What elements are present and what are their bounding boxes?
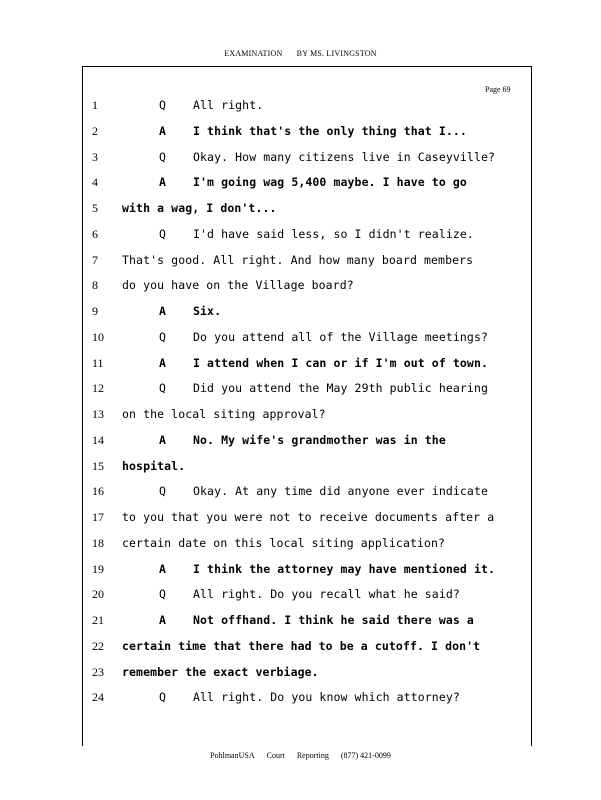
line-text: Did you attend the May 29th public hearing — [193, 381, 488, 396]
transcript-line — [0, 278, 601, 304]
line-number: 15 — [92, 458, 104, 473]
page-footer — [0, 751, 601, 760]
transcript-line — [0, 613, 601, 639]
question-label: Q — [159, 381, 166, 396]
line-text: do you have on the Village board? — [122, 278, 354, 293]
line-text: No. My wife's grandmother was in the — [193, 432, 446, 447]
transcript-line — [0, 175, 601, 201]
transcript-line — [0, 304, 601, 330]
footer-court: Court — [266, 751, 285, 760]
page-number: Page 69 — [485, 85, 511, 94]
transcript-line — [0, 227, 601, 253]
footer-company: PohlmanUSA — [210, 751, 255, 760]
line-number: 19 — [92, 561, 104, 576]
transcript-line — [0, 433, 601, 459]
transcript-line — [0, 330, 601, 356]
line-number: 21 — [92, 613, 104, 627]
footer-phone: (877) 421-0099 — [340, 751, 391, 760]
header-examiner: BY MS. LIVINGSTON — [296, 49, 377, 58]
line-number: 1 — [92, 98, 98, 112]
line-number: 9 — [92, 304, 98, 318]
transcript-line — [0, 665, 601, 691]
line-text: on the local siting approval? — [122, 407, 326, 421]
transcript-line — [0, 459, 601, 485]
line-number: 16 — [92, 484, 104, 499]
line-number: 17 — [92, 510, 104, 524]
line-number: 7 — [92, 252, 98, 267]
question-label: Q — [159, 149, 166, 164]
line-number: 8 — [92, 278, 98, 293]
question-label: Q — [159, 587, 166, 602]
line-number: 10 — [92, 329, 104, 344]
answer-label: A — [159, 613, 166, 627]
question-label: Q — [159, 226, 166, 241]
line-text: I'm going wag 5,400 maybe. I have to go — [193, 175, 467, 190]
question-label: Q — [159, 98, 166, 112]
line-number: 13 — [92, 407, 104, 421]
line-text: I think that's the only thing that I... — [193, 123, 467, 138]
transcript-line — [0, 150, 601, 176]
line-text: That's good. All right. And how many board members — [122, 252, 474, 267]
line-text: certain date on this local siting application? — [122, 535, 446, 550]
line-number: 18 — [92, 535, 104, 550]
line-text: Not offhand. I think he said there was a — [193, 613, 474, 627]
transcript-line — [0, 201, 601, 227]
answer-label: A — [159, 432, 166, 447]
line-number: 11 — [92, 355, 104, 370]
line-number: 23 — [92, 664, 104, 679]
line-text: with a wag, I don't... — [122, 201, 277, 215]
line-text: Do you attend all of the Village meetings? — [193, 329, 488, 344]
line-text: to you that you were not to receive documents after a — [122, 510, 495, 524]
line-number: 3 — [92, 149, 98, 164]
transcript-line — [0, 98, 601, 124]
line-text: certain time that there had to be a cutoff. I don't — [122, 638, 481, 653]
question-label: Q — [159, 484, 166, 499]
transcript-line — [0, 587, 601, 613]
transcript-line — [0, 124, 601, 150]
line-text: I'd have said less, so I didn't realize. — [193, 226, 474, 241]
line-number: 22 — [92, 638, 104, 653]
transcript-line — [0, 562, 601, 588]
transcript-line — [0, 381, 601, 407]
answer-label: A — [159, 175, 166, 190]
line-number: 5 — [92, 201, 98, 215]
line-text: I attend when I can or if I'm out of town. — [193, 355, 488, 370]
line-number: 4 — [92, 175, 98, 190]
transcript-line — [0, 484, 601, 510]
transcript-line — [0, 536, 601, 562]
line-text: Six. — [193, 304, 222, 318]
line-text: hospital. — [122, 458, 186, 473]
header-section: EXAMINATION — [224, 49, 283, 58]
line-text: I think the attorney may have mentioned it. — [193, 561, 496, 576]
answer-label: A — [159, 355, 166, 370]
line-number: 12 — [92, 381, 104, 396]
line-text: Okay. At any time did anyone ever indicate — [193, 484, 488, 499]
transcript-line — [0, 510, 601, 536]
answer-label: A — [159, 304, 166, 318]
transcript-line — [0, 690, 601, 716]
transcript-line — [0, 407, 601, 433]
page-header — [0, 49, 601, 58]
line-text: All right. — [193, 98, 264, 112]
footer-reporting: Reporting — [296, 751, 329, 760]
line-number: 24 — [92, 690, 104, 705]
line-text: All right. Do you know which attorney? — [193, 690, 460, 705]
question-label: Q — [159, 690, 166, 705]
answer-label: A — [159, 123, 166, 138]
line-number: 14 — [92, 432, 104, 447]
line-text: All right. Do you recall what he said? — [193, 587, 460, 602]
question-label: Q — [159, 329, 166, 344]
line-text: Okay. How many citizens live in Caseyville? — [193, 149, 496, 164]
line-text: remember the exact verbiage. — [122, 664, 319, 679]
line-number: 20 — [92, 587, 104, 602]
transcript-line — [0, 356, 601, 382]
transcript-line — [0, 639, 601, 665]
line-number: 2 — [92, 123, 98, 138]
transcript-line — [0, 253, 601, 279]
line-number: 6 — [92, 226, 98, 241]
answer-label: A — [159, 561, 166, 576]
